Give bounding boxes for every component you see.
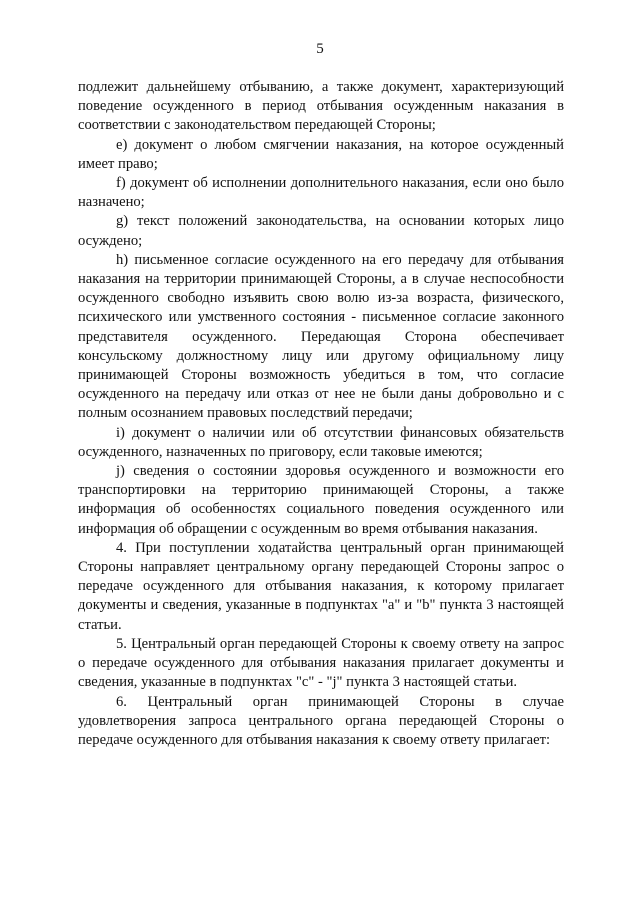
- paragraph-item-j: j) сведения о состоянии здоровья осужденного и возможности его транспортировки на территорию принимающей Стороны, а также информация об особенностях социального поведения осужденного или информация об обращении с осужденным во время отбывания наказания.: [78, 463, 564, 537]
- paragraph-item-i: i) документ о наличии или об отсутствии финансовых обязательств осужденного, назначенных по приговору, если таковые имеются;: [78, 424, 564, 460]
- paragraph-item-g: g) текст положений законодательства, на основании которых лицо осуждено;: [78, 213, 564, 249]
- paragraph-clause-6: 6. Центральный орган принимающей Стороны в случае удовлетворения запроса центрального органа передающей Стороны о передаче осужденного для отбывания наказания к своему ответу прилагает:: [78, 693, 564, 748]
- paragraph-item-f: f) документ об исполнении дополнительного наказания, если оно было назначено;: [78, 175, 564, 211]
- paragraph-clause-5: 5. Центральный орган передающей Стороны к своему ответу на запрос о передаче осужденного для отбывания наказания прилагает документы и сведения, указанные в подпунктах "c" - "j" пункта 3 настоящей статьи.: [78, 635, 564, 691]
- paragraph-clause-4: 4. При поступлении ходатайства центральный орган принимающей Стороны направляет центральному органу передающей Стороны запрос о передаче осужденного для отбывания наказания, к которому прилагает документы и сведения, указанные в подпунктах "a" и "b" пункта 3 настоящей статьи.: [78, 539, 564, 633]
- paragraph-item-h: h) письменное согласие осужденного на его передачу для отбывания наказания на территории принимающей Стороны, а в случае неспособности осужденного свободно изъявить свою волю из-за возраста, физического, психического или умственного состояния - письменное согласие законного представителя осужденного. Передающая Сторона обеспечивает консульскому должностному лицу или другому официальному лицу принимающей Стороны возможность убедиться в том, что согласие осужденного на передачу или отказ от нее не были даны добровольно и с полным осознанием правовых последствий передачи;: [78, 251, 564, 422]
- paragraph-continuation: подлежит дальнейшему отбыванию, а также документ, характеризующий поведение осужденного в период отбывания осужденным наказания в соответствии с законодательством передающей Стороны;: [78, 79, 564, 134]
- page-number: 5: [316, 41, 324, 57]
- paragraph-item-e: e) документ о любом смягчении наказания, на которое осужденный имеет право;: [78, 136, 564, 172]
- document-body: [78, 78, 564, 750]
